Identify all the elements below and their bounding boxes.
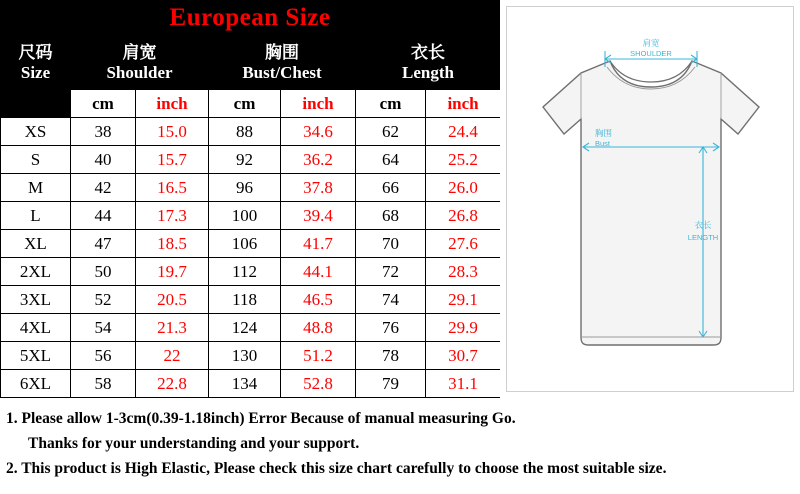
cell-length-cm: 70 — [356, 230, 426, 258]
unit-bust-cm: cm — [209, 90, 281, 118]
cell-shoulder-cm: 50 — [71, 258, 136, 286]
tshirt-diagram-svg — [507, 7, 794, 392]
table-row — [1, 314, 501, 342]
table-header-row — [1, 37, 501, 90]
shoulder-label-cn: 肩宽 — [642, 38, 660, 48]
note-line-1: 1. Please allow 1-3cm(0.39-1.18inch) Error Because of manual measuring Go. — [6, 410, 516, 427]
length-label-en: LENGTH — [687, 233, 719, 242]
table-row — [1, 202, 501, 230]
size-table-container — [0, 36, 500, 398]
table-row — [1, 146, 501, 174]
cell-bust-cm: 106 — [209, 230, 281, 258]
cell-shoulder-in: 20.5 — [136, 286, 209, 314]
cell-bust-in: 39.4 — [281, 202, 356, 230]
cell-length-cm: 72 — [356, 258, 426, 286]
cell-size: 3XL — [1, 286, 71, 314]
cell-bust-cm: 118 — [209, 286, 281, 314]
cell-length-in: 28.3 — [426, 258, 501, 286]
header-size-en: Size — [20, 63, 51, 82]
unit-length-inch: inch — [426, 90, 501, 118]
tshirt-diagram-panel — [500, 0, 800, 398]
cell-length-in: 26.8 — [426, 202, 501, 230]
cell-size: L — [1, 202, 71, 230]
header-length-cn: 衣长 — [411, 43, 446, 62]
cell-bust-cm: 88 — [209, 118, 281, 146]
cell-shoulder-in: 15.7 — [136, 146, 209, 174]
cell-length-cm: 66 — [356, 174, 426, 202]
cell-bust-cm: 92 — [209, 146, 281, 174]
bust-label-en: Bust — [595, 139, 611, 148]
cell-shoulder-in: 22 — [136, 342, 209, 370]
cell-shoulder-in: 15.0 — [136, 118, 209, 146]
cell-size: 2XL — [1, 258, 71, 286]
cell-shoulder-cm: 42 — [71, 174, 136, 202]
table-row — [1, 258, 501, 286]
cell-length-in: 24.4 — [426, 118, 501, 146]
cell-shoulder-cm: 58 — [71, 370, 136, 398]
cell-bust-in: 36.2 — [281, 146, 356, 174]
cell-size: S — [1, 146, 71, 174]
cell-length-cm: 62 — [356, 118, 426, 146]
cell-bust-cm: 112 — [209, 258, 281, 286]
table-row — [1, 174, 501, 202]
cell-length-cm: 78 — [356, 342, 426, 370]
cell-length-in: 29.9 — [426, 314, 501, 342]
unit-blank — [1, 90, 71, 118]
cell-length-cm: 64 — [356, 146, 426, 174]
header-size-cn: 尺码 — [18, 43, 53, 62]
header-length-en: Length — [402, 63, 455, 82]
unit-bust-inch: inch — [281, 90, 356, 118]
unit-shoulder-inch: inch — [136, 90, 209, 118]
shoulder-label-en: SHOULDER — [630, 49, 672, 58]
tshirt-diagram-frame — [506, 6, 794, 392]
cell-bust-in: 48.8 — [281, 314, 356, 342]
cell-shoulder-cm: 56 — [71, 342, 136, 370]
header-length — [356, 37, 501, 90]
cell-length-cm: 74 — [356, 286, 426, 314]
cell-length-in: 25.2 — [426, 146, 501, 174]
cell-shoulder-cm: 47 — [71, 230, 136, 258]
cell-length-in: 30.7 — [426, 342, 501, 370]
cell-shoulder-in: 21.3 — [136, 314, 209, 342]
cell-bust-cm: 124 — [209, 314, 281, 342]
cell-bust-in: 51.2 — [281, 342, 356, 370]
cell-bust-in: 46.5 — [281, 286, 356, 314]
header-bust — [209, 37, 356, 90]
header-shoulder — [71, 37, 209, 90]
table-row — [1, 286, 501, 314]
cell-shoulder-in: 17.3 — [136, 202, 209, 230]
cell-size: M — [1, 174, 71, 202]
cell-shoulder-cm: 38 — [71, 118, 136, 146]
header-shoulder-en: Shoulder — [106, 63, 173, 82]
table-row — [1, 370, 501, 398]
table-unit-row — [1, 90, 501, 118]
cell-shoulder-in: 16.5 — [136, 174, 209, 202]
header-bust-en: Bust/Chest — [242, 63, 322, 82]
cell-bust-in: 52.8 — [281, 370, 356, 398]
cell-shoulder-in: 22.8 — [136, 370, 209, 398]
cell-length-cm: 68 — [356, 202, 426, 230]
cell-size: 6XL — [1, 370, 71, 398]
cell-length-in: 29.1 — [426, 286, 501, 314]
cell-length-cm: 76 — [356, 314, 426, 342]
cell-shoulder-cm: 54 — [71, 314, 136, 342]
note-line-2: Thanks for your understanding and your support. — [28, 435, 360, 452]
cell-length-in: 26.0 — [426, 174, 501, 202]
cell-bust-cm: 100 — [209, 202, 281, 230]
cell-bust-in: 41.7 — [281, 230, 356, 258]
cell-size: 5XL — [1, 342, 71, 370]
cell-bust-cm: 96 — [209, 174, 281, 202]
cell-bust-in: 37.8 — [281, 174, 356, 202]
cell-length-in: 27.6 — [426, 230, 501, 258]
table-row — [1, 118, 501, 146]
cell-bust-cm: 134 — [209, 370, 281, 398]
table-row — [1, 230, 501, 258]
cell-length-cm: 79 — [356, 370, 426, 398]
size-table — [0, 36, 501, 398]
table-row — [1, 342, 501, 370]
cell-length-in: 31.1 — [426, 370, 501, 398]
unit-shoulder-cm: cm — [71, 90, 136, 118]
note-line-3: 2. This product is High Elastic, Please check this size chart carefully to choose the most suitable size. — [6, 460, 667, 477]
cell-bust-cm: 130 — [209, 342, 281, 370]
cell-bust-in: 34.6 — [281, 118, 356, 146]
header-bust-cn: 胸围 — [265, 43, 300, 62]
cell-shoulder-in: 19.7 — [136, 258, 209, 286]
page-title: European Size — [169, 4, 331, 31]
cell-size: 4XL — [1, 314, 71, 342]
tshirt-outline — [543, 61, 759, 345]
cell-shoulder-in: 18.5 — [136, 230, 209, 258]
length-label-cn: 衣长 — [694, 220, 712, 230]
chart-title-bar — [0, 0, 500, 36]
header-size — [1, 37, 71, 90]
bust-label-cn: 胸围 — [595, 128, 613, 138]
header-shoulder-cn: 肩宽 — [122, 43, 157, 62]
cell-shoulder-cm: 44 — [71, 202, 136, 230]
cell-bust-in: 44.1 — [281, 258, 356, 286]
unit-length-cm: cm — [356, 90, 426, 118]
cell-size: XL — [1, 230, 71, 258]
cell-size: XS — [1, 118, 71, 146]
cell-shoulder-cm: 52 — [71, 286, 136, 314]
notes-section — [0, 398, 800, 494]
cell-shoulder-cm: 40 — [71, 146, 136, 174]
